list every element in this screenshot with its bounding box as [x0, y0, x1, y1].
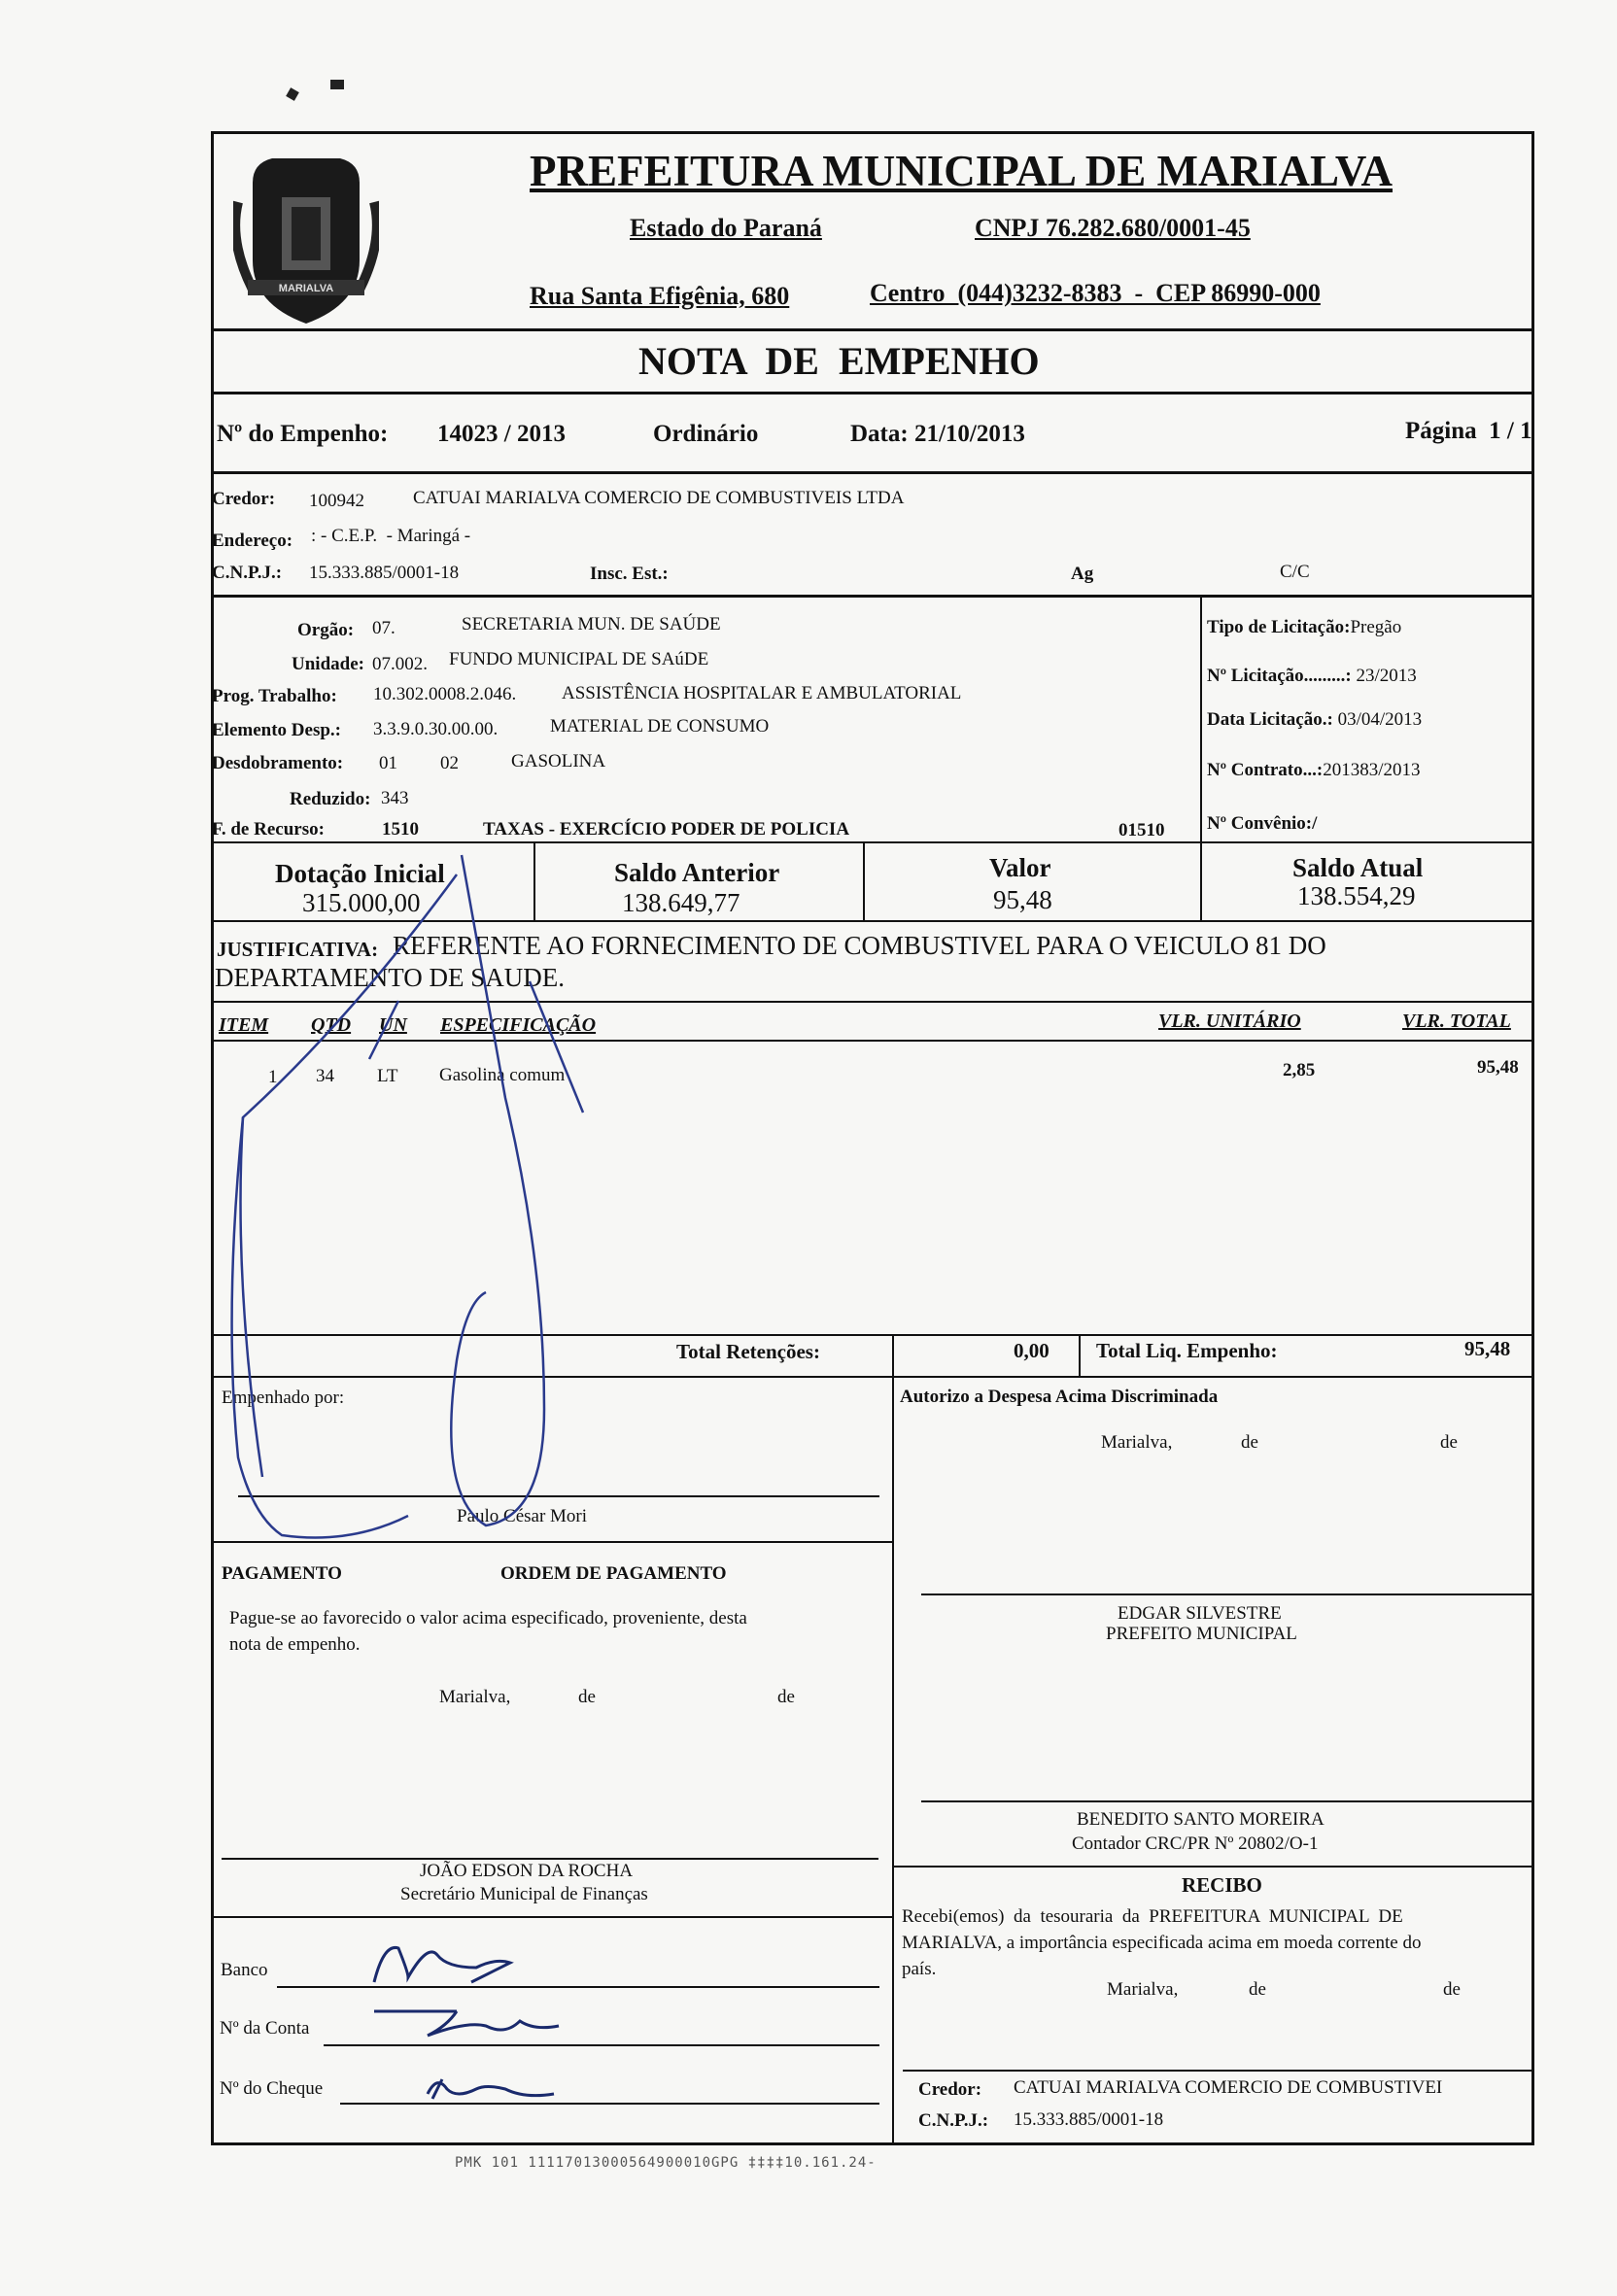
contrato-value: 201383/2013	[1323, 760, 1421, 780]
item-spec: Gasolina comum	[439, 1065, 566, 1085]
liquido-label: Total Liq. Empenho:	[1096, 1339, 1278, 1362]
prefeito-name: EDGAR SILVESTRE	[1118, 1603, 1282, 1624]
recibo-line-3: país.	[902, 1959, 937, 1979]
desdobramento-code-1: 01	[379, 753, 397, 773]
address: Rua Santa Efigênia, 680	[530, 282, 790, 310]
dotacao-value: 315.000,00	[302, 888, 421, 917]
payment-text-line-1: Pague-se ao favorecido o valor acima especificado, proveniente, desta	[229, 1608, 747, 1628]
recibo-cnpj-value: 15.333.885/0001-18	[1014, 2109, 1164, 2130]
page-number: Página 1 / 1	[1405, 418, 1532, 444]
recurso-name: TAXAS - EXERCÍCIO PODER DE POLICIA	[483, 819, 850, 840]
item-number: 1	[268, 1067, 278, 1087]
valor-value: 95,48	[993, 885, 1052, 914]
column-header-qtd: QTD	[311, 1014, 352, 1036]
column-header-total: VLR. TOTAL	[1402, 1011, 1511, 1032]
ag-label: Ag	[1071, 564, 1094, 584]
elemento-label: Elemento Desp.:	[212, 720, 341, 740]
municipal-seal-icon	[233, 144, 379, 333]
insc-label: Insc. Est.:	[590, 564, 669, 584]
saldo-atual-value: 138.554,29	[1297, 881, 1416, 910]
data-licitacao	[1207, 709, 1422, 731]
orgao-code: 07.	[372, 618, 396, 638]
payment-marialva: Marialva,	[439, 1687, 511, 1707]
item-qtd: 34	[316, 1066, 334, 1086]
credor-code: 100942	[309, 491, 364, 511]
item-un: LT	[377, 1066, 398, 1086]
prog-name: ASSISTÊNCIA HOSPITALAR E AMBULATORIAL	[562, 683, 962, 703]
empenho-number-label: Nº do Empenho:	[217, 421, 389, 447]
secretario-title: Secretário Municipal de Finanças	[400, 1884, 648, 1904]
elemento-name: MATERIAL DE CONSUMO	[550, 716, 770, 737]
cheque-label: Nº do Cheque	[220, 2078, 324, 2099]
page-title: PREFEITURA MUNICIPAL DE MARIALVA	[530, 147, 1393, 195]
retencoes-value: 0,00	[1014, 1339, 1049, 1362]
cnpj-label: C.N.P.J.:	[212, 563, 283, 583]
saldo-anterior-label: Saldo Anterior	[614, 858, 780, 887]
recibo-line-2: MARIALVA, a importância especificada acima em moeda corrente do	[902, 1933, 1422, 1953]
payment-text-line-2: nota de empenho.	[229, 1634, 361, 1655]
recibo-cnpj-label: C.N.P.J.:	[918, 2110, 989, 2131]
endereco-value: : - C.E.P. - Maringá -	[311, 526, 471, 546]
recurso-code-right: 01510	[1118, 820, 1165, 840]
autorizo-label: Autorizo a Despesa Acima Discriminada	[900, 1387, 1219, 1407]
recibo-title: RECIBO	[1182, 1873, 1262, 1897]
pagamento-label: PAGAMENTO	[222, 1563, 342, 1584]
item-unit-value: 2,85	[1283, 1060, 1316, 1080]
convenio-label: Nº Convênio:/	[1207, 813, 1318, 834]
empenho-date: Data: 21/10/2013	[850, 421, 1025, 447]
valor-label: Valor	[989, 853, 1051, 882]
dotacao-label: Dotação Inicial	[275, 859, 445, 888]
tipo-licitacao-value: Pregão	[1350, 617, 1402, 637]
column-header-item: ITEM	[219, 1014, 269, 1036]
contrato	[1207, 760, 1420, 781]
prefeito-title: PREFEITO MUNICIPAL	[1106, 1624, 1297, 1644]
data-licitacao-label: Data Licitação.:	[1207, 709, 1333, 730]
elemento-code: 3.3.9.0.30.00.00.	[373, 719, 499, 739]
state-label: Estado do Paraná	[630, 214, 822, 242]
recibo-credor-value: CATUAI MARIALVA COMERCIO DE COMBUSTIVEI	[1014, 2077, 1443, 2098]
banco-label: Banco	[221, 1960, 268, 1980]
seal-text: MARIALVA	[278, 283, 334, 294]
scan-mark	[330, 80, 344, 89]
numero-licitacao-label: Nº Licitação.........:	[1207, 666, 1352, 686]
recibo-credor-label: Credor:	[918, 2079, 982, 2100]
recibo-de-1: de	[1249, 1979, 1266, 2000]
endereco-label: Endereço:	[212, 531, 293, 551]
recurso-code: 1510	[382, 819, 419, 840]
column-header-unit: VLR. UNITÁRIO	[1158, 1011, 1301, 1032]
unidade-code: 07.002.	[372, 654, 428, 674]
desdobramento-label: Desdobramento:	[212, 753, 344, 773]
empenhado-name: Paulo César Mori	[457, 1506, 588, 1526]
column-header-spec: ESPECIFICAÇÃO	[440, 1014, 597, 1036]
credor-label: Credor:	[212, 489, 276, 509]
reduzido-label: Reduzido:	[290, 789, 371, 809]
recibo-line-1: Recebi(emos) da tesouraria da PREFEITURA MUNICIPAL DE	[902, 1906, 1403, 1927]
tipo-licitacao-label: Tipo de Licitação:	[1207, 617, 1351, 637]
empenhado-label: Empenhado por:	[222, 1388, 345, 1408]
cnpj-header: CNPJ 76.282.680/0001-45	[975, 214, 1251, 242]
desdobramento-name: GASOLINA	[511, 751, 606, 771]
orgao-name: SECRETARIA MUN. DE SAÚDE	[462, 614, 721, 634]
justificativa-line-2: DEPARTAMENTO DE SAUDE.	[215, 963, 565, 992]
contador-title: Contador CRC/PR Nº 20802/O-1	[1072, 1833, 1319, 1854]
column-header-un: UN	[379, 1014, 407, 1036]
payment-de-2: de	[777, 1687, 795, 1707]
desdobramento-code-2: 02	[440, 753, 459, 773]
justificativa-line-1: REFERENTE AO FORNECIMENTO DE COMBUSTIVEL PARA O VEICULO 81 DO	[393, 931, 1326, 960]
contrato-label: Nº Contrato...:	[1207, 760, 1324, 780]
retencoes-label: Total Retenções:	[676, 1340, 820, 1363]
recibo-de-2: de	[1443, 1979, 1461, 2000]
data-licitacao-value: 03/04/2013	[1337, 709, 1423, 730]
secretario-name: JOÃO EDSON DA ROCHA	[420, 1861, 634, 1881]
credor-name: CATUAI MARIALVA COMERCIO DE COMBUSTIVEIS LTDA	[413, 488, 905, 508]
item-total-value: 95,48	[1477, 1057, 1519, 1078]
empenho-type: Ordinário	[653, 421, 759, 447]
scan-mark	[286, 87, 299, 101]
conta-label: Nº da Conta	[220, 2018, 310, 2039]
recibo-marialva: Marialva,	[1107, 1979, 1179, 2000]
saldo-atual-label: Saldo Atual	[1292, 853, 1424, 882]
numero-licitacao	[1207, 666, 1417, 687]
prog-code: 10.302.0008.2.046.	[373, 684, 517, 704]
liquido-value: 95,48	[1464, 1337, 1511, 1360]
payment-de-1: de	[578, 1687, 596, 1707]
unidade-label: Unidade:	[292, 654, 364, 674]
unidade-name: FUNDO MUNICIPAL DE SAúDE	[449, 649, 709, 669]
justificativa-label: JUSTIFICATIVA:	[217, 938, 379, 961]
prog-label: Prog. Trabalho:	[212, 686, 337, 706]
ordem-pagamento-label: ORDEM DE PAGAMENTO	[500, 1563, 727, 1584]
contador-name: BENEDITO SANTO MOREIRA	[1077, 1809, 1325, 1830]
doc-title: NOTA DE EMPENHO	[638, 339, 1040, 383]
autorizo-de-1: de	[1241, 1432, 1258, 1453]
cnpj-value: 15.333.885/0001-18	[309, 563, 460, 583]
numero-licitacao-value: 23/2013	[1356, 666, 1417, 686]
recurso-label: F. de Recurso:	[212, 819, 325, 840]
barcode-text: PMK 101 11117013000564900010GPG ‡‡‡‡10.161.24-	[455, 2155, 877, 2171]
tipo-licitacao	[1207, 617, 1401, 638]
autorizo-marialva: Marialva,	[1101, 1432, 1173, 1453]
contact-info: Centro (044)3232-8383 - CEP 86990-000	[870, 279, 1321, 307]
empenho-number: 14023 / 2013	[437, 421, 566, 447]
cc-label: C/C	[1280, 562, 1310, 582]
reduzido-value: 343	[381, 788, 409, 808]
orgao-label: Orgão:	[297, 620, 355, 640]
saldo-anterior-value: 138.649,77	[622, 888, 740, 917]
autorizo-de-2: de	[1440, 1432, 1458, 1453]
